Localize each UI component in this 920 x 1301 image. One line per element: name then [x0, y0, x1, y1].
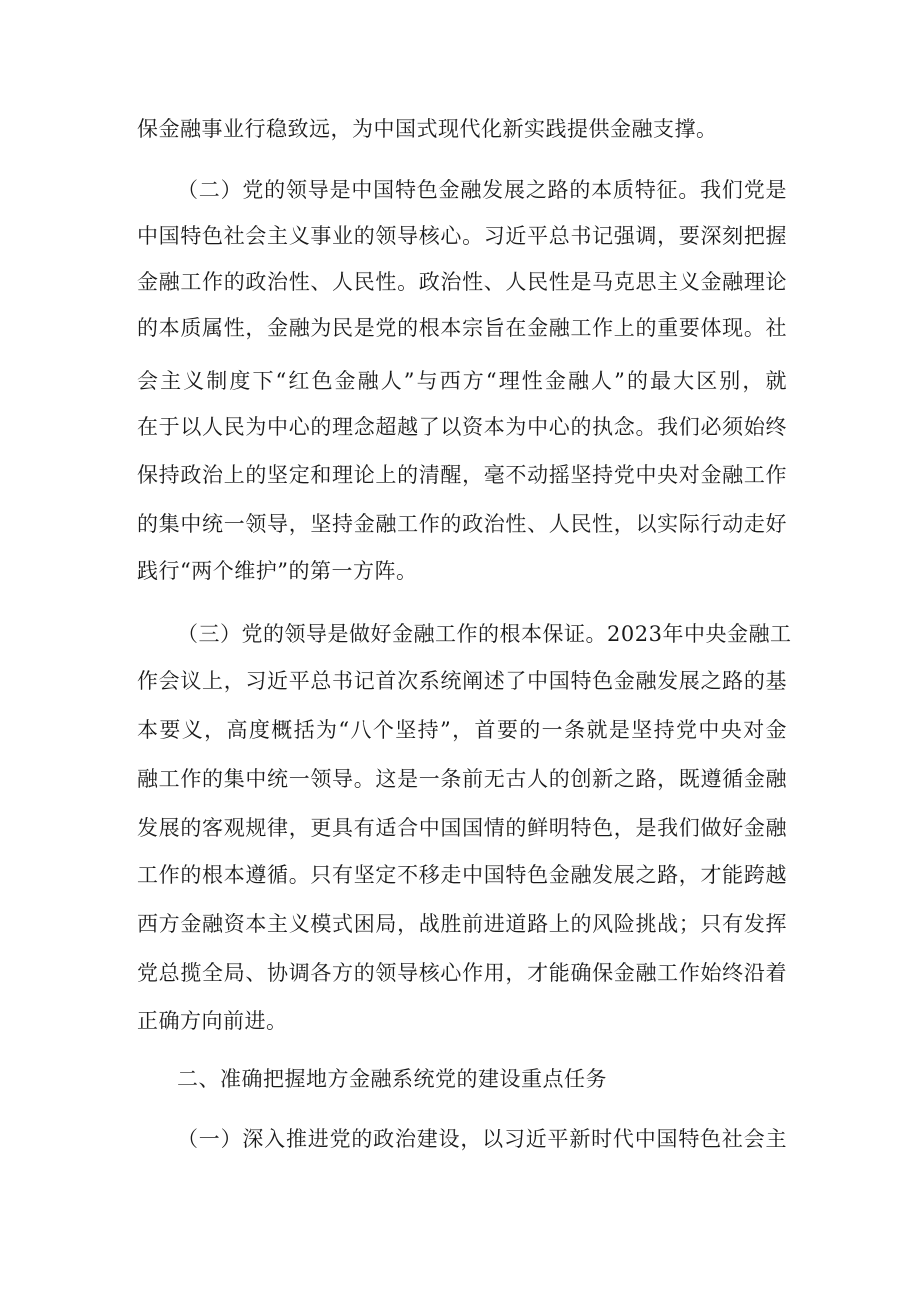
paragraph-line: 融工作的集中统一领导。这是一条前无古人的创新之路，既遵循金融 — [137, 767, 787, 791]
paragraph-line: 作会议上，习近平总书记首次系统阐述了中国特色金融发展之路的基 — [137, 669, 787, 693]
paragraph-line: 发展的客观规律，更具有适合中国国情的鲜明特色，是我们做好金融 — [137, 816, 787, 840]
paragraph-line: 金融工作的政治性、人民性。政治性、人民性是马克思主义金融理论 — [137, 270, 787, 294]
section-heading: 二、准确把握地方金融系统党的建设重点任务 — [177, 1067, 607, 1091]
paragraph-line: 的本质属性，金融为民是党的根本宗旨在金融工作上的重要体现。社 — [137, 316, 787, 340]
paragraph-line: 在于以人民为中心的理念超越了以资本为中心的执念。我们必须始终 — [137, 415, 787, 439]
paragraph-line: 工作的根本遵循。只有坚定不移走中国特色金融发展之路，才能跨越 — [137, 863, 787, 887]
paragraph-line: （二）党的领导是中国特色金融发展之路的本质特征。我们党是 — [177, 178, 787, 202]
paragraph-line: 的集中统一领导，坚持金融工作的政治性、人民性，以实际行动走好 — [137, 512, 787, 536]
paragraph-line: 保持政治上的坚定和理论上的清醒，毫不动摇坚持党中央对金融工作 — [137, 463, 787, 487]
paragraph-line: 本要义，高度概括为“八个坚持”，首要的一条就是坚持党中央对金 — [137, 718, 787, 742]
paragraph-line: 党总揽全局、协调各方的领导核心作用，才能确保金融工作始终沿着 — [137, 961, 787, 985]
paragraph-line: （一）深入推进党的政治建设，以习近平新时代中国特色社会主 — [177, 1127, 787, 1151]
paragraph-line: 践行“两个维护”的第一方阵。 — [137, 559, 418, 583]
paragraph-line: 保金融事业行稳致远，为中国式现代化新实践提供金融支撑。 — [137, 117, 718, 141]
paragraph-line: 西方金融资本主义模式困局，战胜前进道路上的风险挑战；只有发挥 — [137, 912, 787, 936]
paragraph-line: 会主义制度下“红色金融人”与西方“理性金融人”的最大区别，就 — [137, 369, 787, 393]
paragraph-line: 中国特色社会主义事业的领导核心。习近平总书记强调，要深刻把握 — [137, 224, 787, 248]
paragraph-line: （三）党的领导是做好金融工作的根本保证。2023年中央金融工 — [177, 622, 792, 646]
paragraph-line: 正确方向前进。 — [137, 1009, 288, 1033]
